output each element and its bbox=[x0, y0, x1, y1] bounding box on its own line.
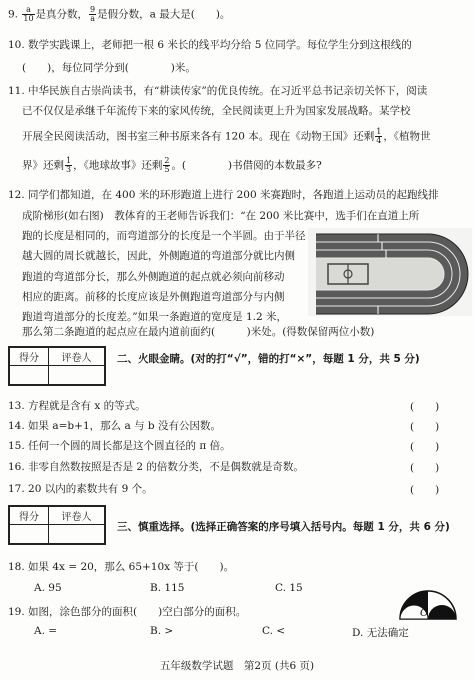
score-cell[interactable] bbox=[10, 525, 49, 544]
question-12-line8: 那么第二条跑道的起点应在最内道前面约( )米处。(得数保留两位小数) bbox=[22, 326, 375, 338]
section-3-title: 三、慎重选择。(选择正确答案的序号填入括号内。每题 1 分，共 6 分) bbox=[117, 521, 450, 533]
answer-paren-14[interactable]: ( ) bbox=[410, 421, 440, 433]
center-o-label: O bbox=[420, 608, 429, 619]
question-16: 16. 非零自然数按照是否是 2 的倍数分类，不是偶数就是奇数。 bbox=[8, 461, 304, 473]
question-11-line2: 已不仅仅是承继千年流传下来的家风传统，全民阅读更上升为国家发展战略。某学校 bbox=[22, 105, 411, 117]
answer-paren-16[interactable]: ( ) bbox=[410, 462, 440, 474]
question-12-line6: 相应的距离。前移的长度应该是外侧跑道弯道部分与内侧 bbox=[22, 291, 285, 303]
question-12-line2: 成阶梯形(如右图) 教体育的王老师告诉我们：“在 200 米比赛中，选手们在直道上所 bbox=[22, 210, 420, 222]
question-17: 17. 20 以内的素数共有 9 个。 bbox=[8, 483, 153, 495]
answer-paren-17[interactable]: ( ) bbox=[410, 484, 440, 496]
question-18: 18. 如果 4x = 20，那么 65+10x 等于( )。 bbox=[8, 561, 235, 573]
answer-paren-13[interactable]: ( ) bbox=[410, 401, 440, 413]
score-cell[interactable] bbox=[10, 366, 49, 385]
fraction-a-over-10: $\frac{a}{10}$ bbox=[23, 5, 34, 23]
question-11-line4: 界》还剩 $\frac{1}{3}$ ，《地球故事》还剩 $\frac{2}{5}$ 。( )书借阅的本数最多? bbox=[22, 156, 322, 174]
running-track-image bbox=[308, 228, 472, 316]
grader-cell[interactable] bbox=[49, 525, 105, 544]
question-11-line1: 11. 中华民族自古崇尚读书，有“耕读传家”的优良传统。在习近平总书记亲切关怀下，阅读 bbox=[8, 85, 428, 97]
grader-label: 评卷人 bbox=[49, 348, 105, 366]
question-12-line3: 跑的长度是相同的，而弯道部分的长度是一个半圆。由于半径 bbox=[22, 230, 306, 242]
question-12-line1: 12. 同学们都知道，在 400 米的环形跑道上进行 200 米赛跑时，各跑道上运动员的起跑线排 bbox=[8, 189, 439, 201]
question-10-line2: ( )，每位同学分到( )米。 bbox=[22, 62, 196, 74]
option-19-a[interactable]: A. = bbox=[34, 625, 58, 637]
semicircle-diagram bbox=[396, 583, 460, 625]
fraction-2-5: $\frac{2}{5}$ bbox=[164, 156, 170, 174]
grader-cell[interactable] bbox=[49, 366, 105, 385]
grader-label: 评卷人 bbox=[49, 507, 105, 525]
option-19-c[interactable]: C. < bbox=[262, 625, 286, 637]
section-2-title: 二、火眼金睛。(对的打“√”，错的打“×”，每题 1 分，共 5 分) bbox=[117, 353, 420, 365]
fraction-1-3: $\frac{1}{3}$ bbox=[66, 156, 72, 174]
question-12-line4: 越大圆的周长就越长，因此，外侧跑道的弯道部分就比内侧 bbox=[22, 250, 295, 262]
option-19-b[interactable]: B. > bbox=[150, 625, 174, 637]
question-12-line5: 跑道的弯道部分长，那么外侧跑道的起点就必须向前移动 bbox=[22, 271, 285, 283]
fraction-9-over-a: $\frac{9}{a}$ bbox=[90, 5, 96, 23]
question-13: 13. 方程就是含有 x 的等式。 bbox=[8, 400, 146, 412]
fraction-1-4: $\frac{1}{4}$ bbox=[376, 127, 382, 145]
question-15: 15. 任何一个圆的周长都是这个圆直径的 π 倍。 bbox=[8, 440, 231, 452]
score-label: 得分 bbox=[10, 348, 49, 366]
question-9: 9. $\frac{a}{10}$ 是真分数， $\frac{9}{a}$ 是假分数，a 最大是( )。 bbox=[8, 5, 231, 23]
option-18-b[interactable]: B. 115 bbox=[150, 582, 185, 594]
option-19-d[interactable]: D. 无法确定 bbox=[352, 627, 409, 639]
option-18-a[interactable]: A. 95 bbox=[34, 582, 62, 594]
question-14: 14. 如果 a=b+1，那么 a 与 b 没有公因数。 bbox=[8, 420, 221, 432]
question-19: 19. 如图，涂色部分的面积( )空白部分的面积。 bbox=[8, 606, 247, 618]
score-label: 得分 bbox=[10, 507, 49, 525]
score-box-section-2 bbox=[8, 346, 106, 386]
score-box-section-3 bbox=[8, 505, 106, 545]
question-11-line3: 开展全民阅读活动，图书室三种书原来各有 120 本。现在《动物王国》还剩 $\frac{1}{4}$ ，《植物世 bbox=[22, 127, 431, 145]
answer-paren-15[interactable]: ( ) bbox=[410, 441, 440, 453]
option-18-c[interactable]: C. 15 bbox=[275, 582, 303, 594]
question-12-line7: 跑道弯道部分的长度差。”如果一条跑道的宽度是 1.2 米， bbox=[22, 311, 287, 323]
question-10-line1: 10. 数学实践课上，老师把一根 6 米长的线平均分给 5 位同学。每位学生分到这根线的 bbox=[8, 39, 412, 51]
page-footer: 五年级数学试题 第2页 (共6 页) bbox=[159, 660, 315, 672]
